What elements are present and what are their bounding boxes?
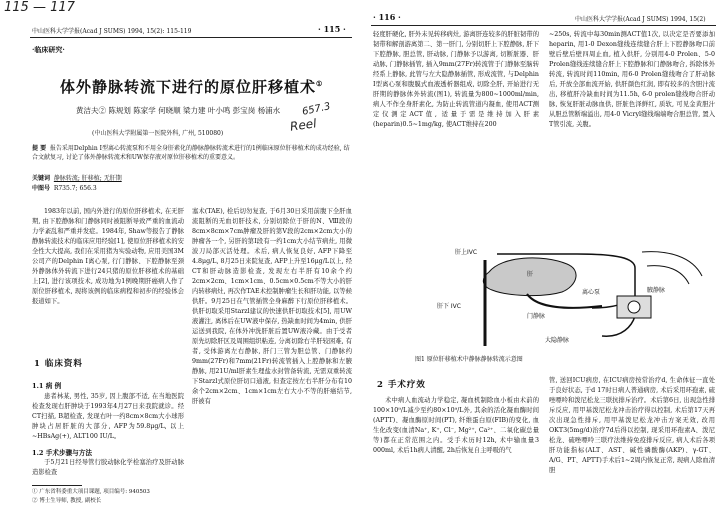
header-rule [371,25,716,26]
article-title: 体外静脉转流下进行的原位肝移植术① [60,78,324,96]
heading-clinical-data: 1 临床资料 [34,359,83,369]
heading-surgical-outcome: 2 手术疗效 [377,380,426,390]
section-label: ·临床研究· [32,45,65,54]
handwritten-note: 657.3 [301,101,332,118]
page-number: · 115 · [318,24,346,34]
case-continued-paragraph: 塞术(TAE), 栓后切勿复查, 于6月30日采用前腹下全肝血流阻断的无血切肝技术, 分别切除位于肝的N、Ⅷ段的8cm×8cm×7cm肿瘤及肝的第Ⅴ段的2cm×2cm大小的肿瘤各一个, 另肝的第Ⅰ段有一约1cm大小结节病灶, 用微波刀局部灭活处理。术后, 病人恢复良好, AFP下降至4.8μg/L, 8月25日来院复查, AFP上升至16μg/L以上, 经CT和肝动脉造影检查, 发现左右半肝有10余个约2cm×2cm、1cm×1cm、0.5cm×0.5cm不等大小的肝内转移病灶, 再次作TAE术控制肿瘤生长和肝功能, 以等候供肝。9月25日在气管插管全身麻醉下行原位肝移植术。供肝切取采用Starzl建议的快速供肝切取技术[5], 用UW液灌注, 离体后在UW液中保存, 热缺血时间为4min, 供肝运送到我院, 在体外冲洗肝脏后置UW液冷藏。由于受者原先切除肝区及周围组织粘连, 分离切除右半肝较困难, 有者, 受体游离左右静脉, 肝门三管为胆总管、门静脉约9mm(27Fr)和7mm(21Fr)转流管插入上腔静脉和左腋静脉, 用21U/ml肝素生理盐水封管备转流, 无需双重转流下Starzl式原位肝切口通液, 但查定按左右半肝分布有10余个2cm×2cm、1cm×1cm左右大小不等的肝癌结节, 肝被有 [192,208,352,405]
classification-number: 中图号 R735.7; 656.3 [32,185,97,192]
case-paragraph: 患者林某, 男性, 35岁, 因上腹部不适, 在当地医院检查发现右肝肿块于1993年4月27日来我院就诊。经CT扫描, B超检查, 发现右叶一约8cm×8cm大小球形肿块占居肝脏的大部分, AFP为59.8μg/L, 以上~HBsAg(+), ALT100 IU/L。 [32,393,184,440]
label-saphenous-vein: 大隐静脉 [545,337,570,344]
outcome-paragraph-continued: 管, 送回ICU病房, 在ICU病房按常治疗d, 生命体征一直处于良好状态, 于d 17时日病人普通病房, 术后采用环孢素, 硫唑嘌呤和泼尼松龙三联抗排斥治疗。术后第6日, 出现急性排斥反应, 用甲基泼尼松龙冲击治疗得以控制, 术后第17天再次出现急性排斥, 用甲基泼尼松龙冲击方案无效, 改用OKT3(5mg/d)治疗7d后得以控制, 现采用环孢素A、泼尼松龙、硫唑嘌呤三联疗法维持免疫排斥反应, 病人术后各项肝功能指标(ALT、AST、碱性磷酸酶(AKP)、γ-GT、A/G、PT、APTT)手术后1~2周内恢复正常, 现病人除血清胆 [549,377,715,474]
affiliation: (中山医科大学附属第一医院外科, 广州, 510080) [92,130,224,137]
bypass-schematic-figure [377,246,707,350]
label-hepatic-ivc: 肝上IVC [455,249,478,256]
footnote-rule [32,485,82,486]
outcome-paragraph: 术中病人血流动力学稳定, 凝血机制除血小板由术前的100×10⁹/L减少至约80×10⁹/L外, 其余的活化凝血酶时间(APTT)、凝血酶原时间(PT), 纤维蛋白原(FIB)的变化, 血生化改变(血清Na⁺, K⁺, Cl⁻, Mg²⁺, Ca²⁺、二氧化碳总量等)都在正常范围之内。受手术历时12h, 术中输血量3 000ml, 术后1h病人清醒, 2h后恢复自主呼吸的气 [373,397,539,454]
author-list: 黄洁夫② 陈规划 陈家学 何晓顺 梁力建 叶小鸣 彭宝岗 杨浦水 [76,106,281,115]
procedure-paragraph: 于5月21日经导管行胶动脉化学栓塞治疗及肝动脉造影检查 [32,459,184,476]
left-page [0,0,362,514]
right-page [363,0,725,514]
label-axillary-vein: 腋静脉 [647,287,666,294]
portal-vein-line [527,294,602,308]
handwritten-page-range: 115 — 117 [4,0,75,15]
heading-case: 1.1 病 例 [32,382,62,390]
heading-procedure: 1.2 手术步骤与方法 [32,449,92,457]
label-pump: 离心泵 [582,289,601,296]
abstract: 提 要 报告采用Delphin Ⅰ型离心转流泵和不用全身肝素化的静脉静脉转流术进行的1例临床原位肝移植术的成功经验, 结合文献复习, 讨论了体外静脉转流术和UW保存液对原位肝移植术的重要意义。 [32,145,350,161]
footnote-1: ① 广东省科委重大项目课题, 项目编号: 940503 [32,489,150,495]
figure-caption: 图1 原位肝移植术中静脉静脉转流示意图 [415,356,523,363]
pump-rotor [628,301,640,313]
arm-outline [642,252,702,284]
keywords: 关键词 静脉转流; 肝移植; 无肝期 [32,175,122,182]
journal-header: 中山医科大学学报(Acad J SUMS) 1994, 15(2): 115-119 [32,28,192,35]
label-subhepatic-ivc: 肝下 IVC [437,303,461,310]
saphenous-tube [602,316,635,336]
header-rule [30,37,352,38]
handwritten-signature: Reel [289,116,318,134]
procedure-paragraph-end: ~250s, 转流中每30min测ACT值1次, 以决定是否要添加heparin, 用1-0 Dexon缝线连续缝合肝上下腔静脉吻口前壁后壁后壁四周止血, 植入供肝, 分别用4-0 Prolen、5-0 Prolen缝线连续缝合肝上下腔静脉和门静脉吻合, 拆除体外转流, 转流时间110min, 用6-0 Prolen缝线吻合了肝动脉后, 开放全部血流开始, 供肝颜色红润, 即有较多的含胆汁流出, 移植肝冷缺血时间为11.5h, 6-0 prolen缝线吻合肝动脉, 恢复肝脏动脉血供, 肝脏色泽鲜红, 质软, 可见金黄胆汁从胆总管断端溢出, 用4-0 Vicryl缝线端端吻合胆总管, 置入T管引流, 关腹。 [549,31,715,128]
intro-paragraph: 1983年以前, 国内外进行的原位肝移植术, 在无肝期, 由下腔静脉和门静脉同时被阻断导致严重的血流动力学紊乱和严重并发症。1984年, Shaw等报告了静脉静脉转流技术的临床应用经验[1], 使原位肝移植术的安全性大大提高, 我们在采用猪为实验动物, 应用美国3M公司产的Delphin Ⅰ离心泵, 行门静脉、下腔静脉至颈外静脉体外转流下进行24只猪的原位肝移植术的基础上[2], 进行该项技术, 成功地为1例晚期肝癌病人作了原位肝移植术, 现将该例的临床病程和初步的经验体会报道如下。 [32,208,184,305]
label-portal-vein: 门静脉 [527,313,546,320]
footnote-2: ② 博士生导师, 教授, 副校长 [32,498,102,504]
procedure-paragraph-continued: 轻度肝硬化, 肝外未见转移病灶, 游离肝连较多的肝脏韧带的韧带和解剖游离第二、第一肝门, 分别切肝上下腔静脉, 肝下下腔静脉, 胆总管, 肝动脉, 门静脉予以游离, 切断脏器、肝动脉, 门静脉插管, 插入9mm(27Fr)转流管于门静脉至脑转经系上静脉, 此管与左大隐静脉插管, 形成流管, 与Delphin Ⅰ型离心泵和腹膜式血液透析器组成, 切除全肝, 开始进行无肝期的静脉体外转流(图1), 转流量为800~1000ml/min, 病人不作全身肝素化, 为防止转流管道内凝血, 使用ACT测定仪测定ACT值, 适量于需是维持加入肝素(heparin)0.5~1mg/kg, 使ACT维持在200 [373,31,539,128]
label-liver: 肝 [527,271,534,278]
page-number: · 116 · [373,12,401,22]
journal-header: 中山医科大学学报(Acad J SUMS) 1994, 15(2) [575,16,706,23]
